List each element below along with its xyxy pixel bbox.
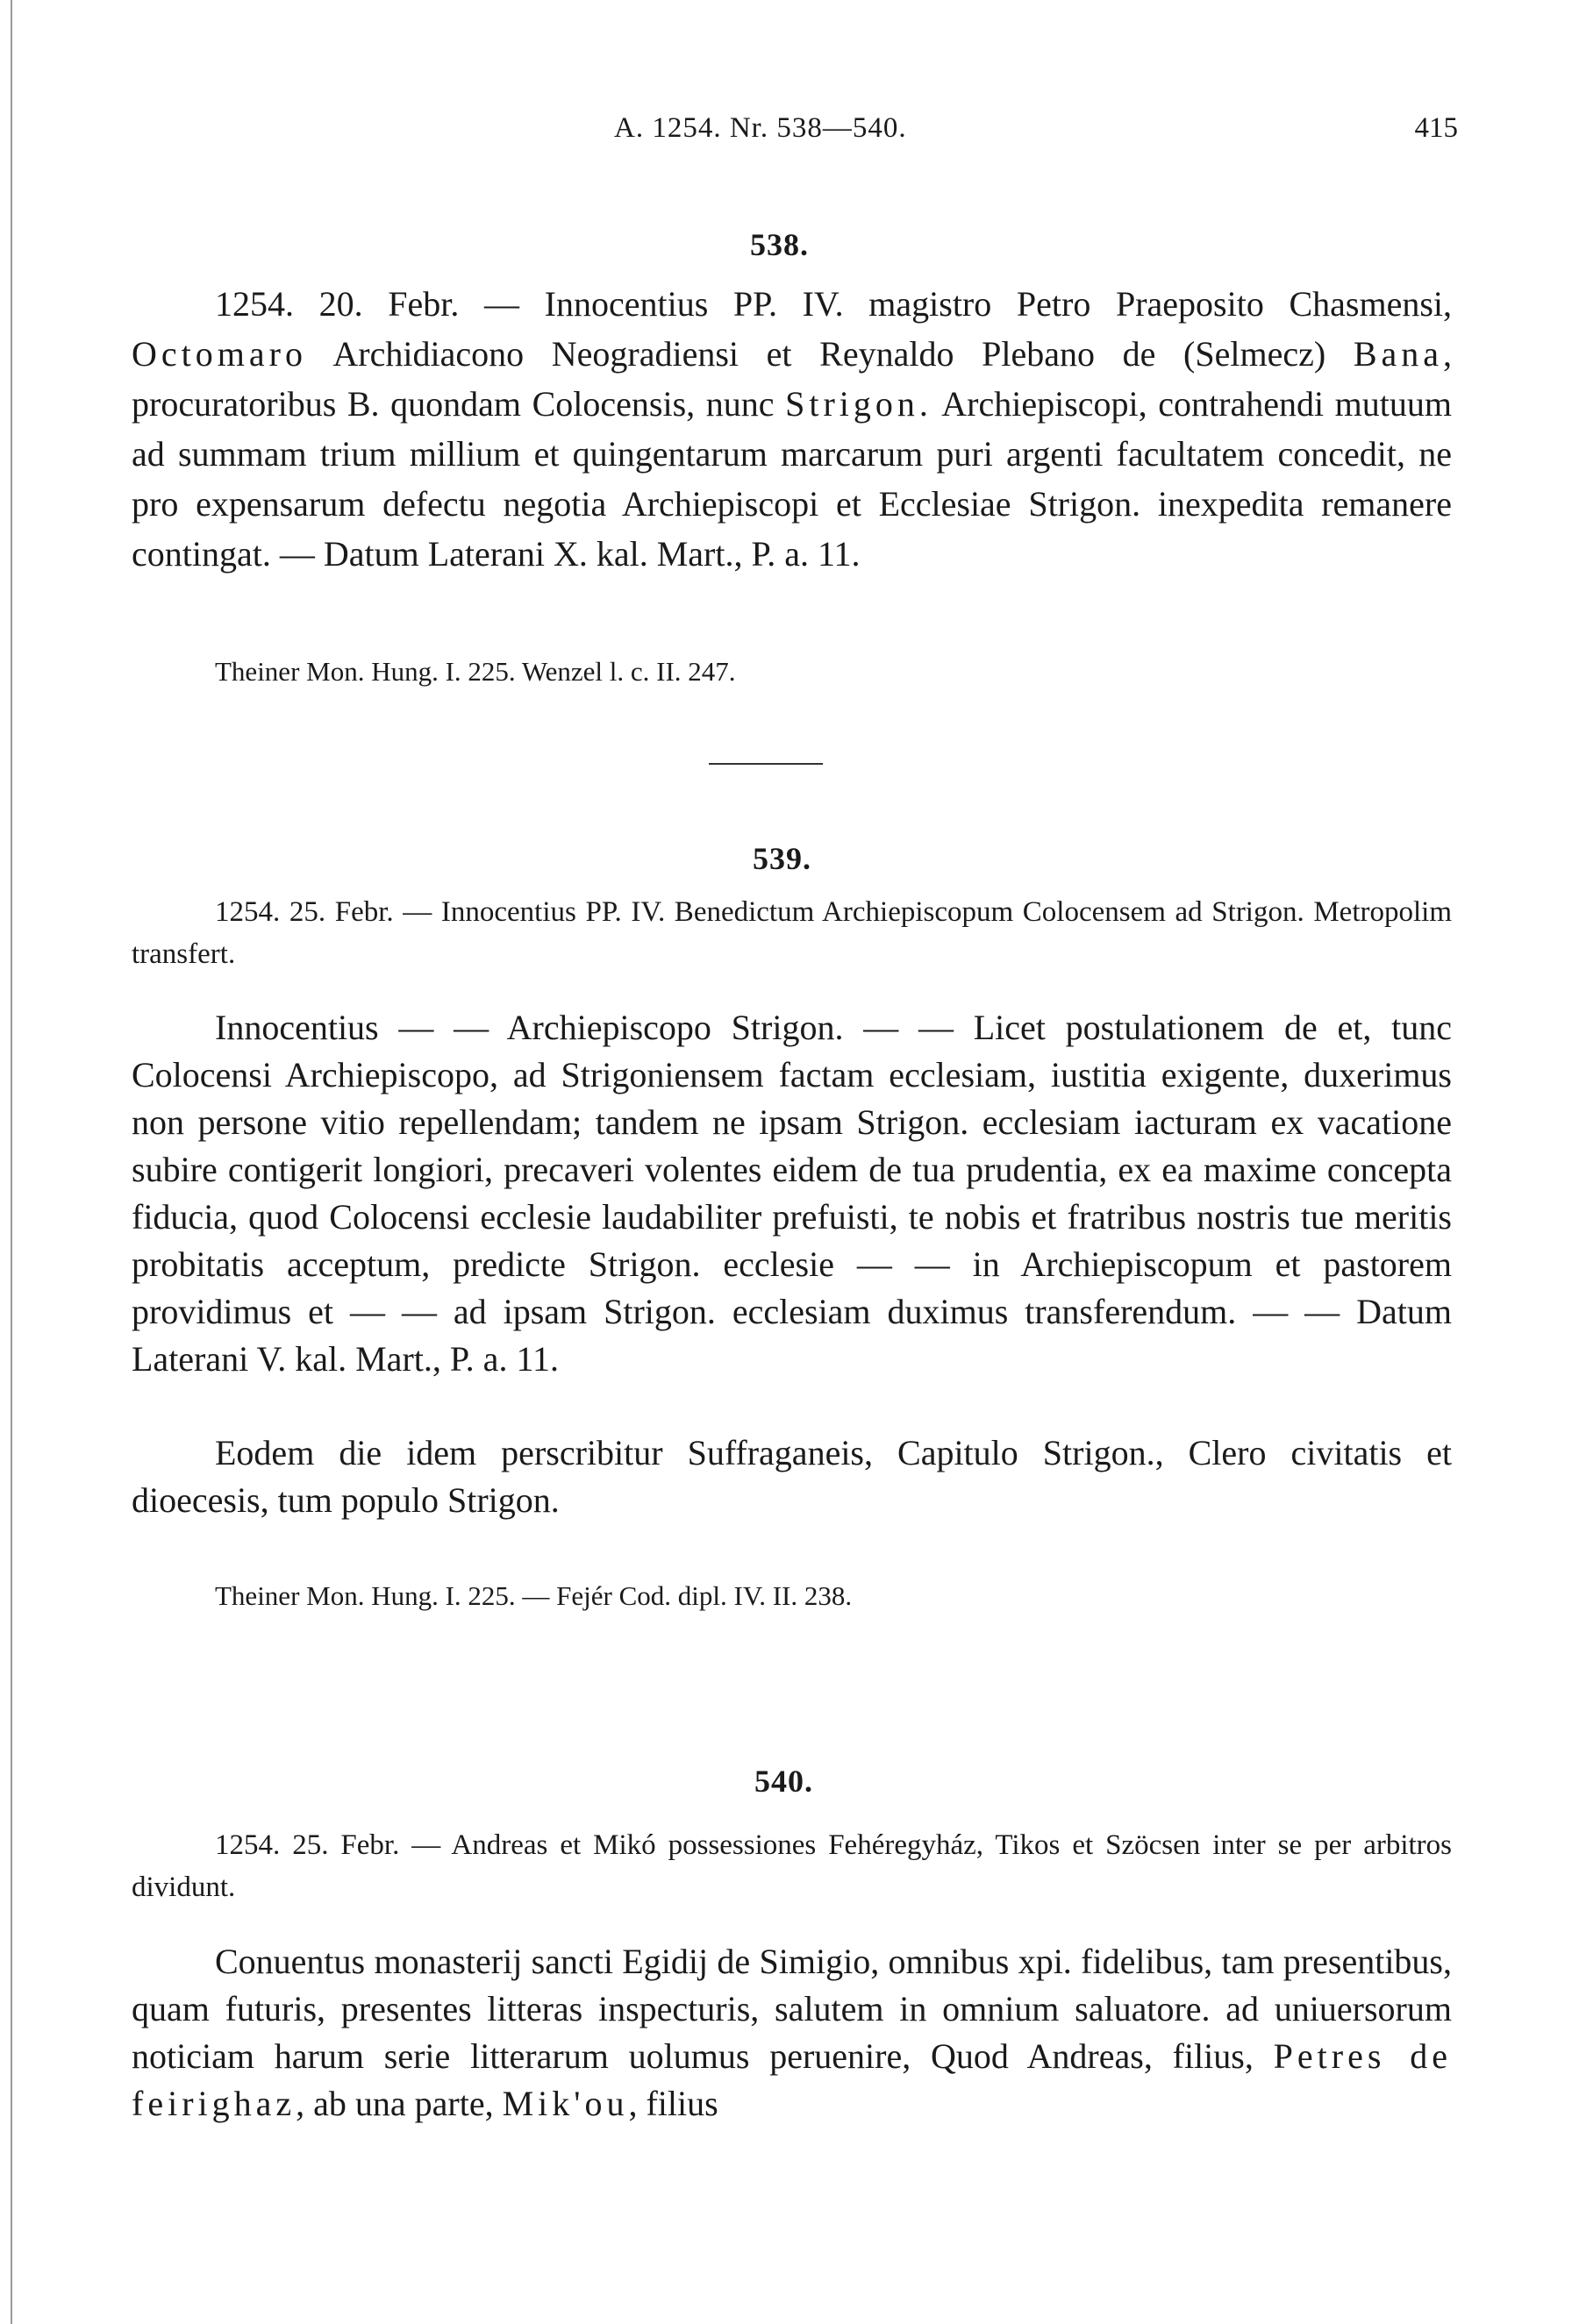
source-538: Theiner Mon. Hung. I. 225. Wenzel l. c. II. 247. — [215, 656, 736, 687]
regest-540: 1254. 25. Febr. — Andreas et Mikó possessiones Fehéregyház, Tikos et Szöcsen inter se per arbitros dividunt. — [132, 1829, 1452, 1903]
charter-text-539: Innocentius — — Archiepiscopo Strigon. — — Licet postulationem de et, tunc Colocensi Archiepiscopo, ad Strigoniensem factam ecclesiam, iustitia exigente, duxerimus non persone vitio repellendam; tandem ne ipsam Strigon. ecclesiam iacturam ex vacatione subire contigerit longiori, precaveri volentes eidem de tua prudentia, ex ea maxime concepta fiducia, quod Colocensi ecclesie laudabiliter prefuisti, te nobis et fratribus nostris tue meritis probitatis acceptum, predicte Strigon. ecclesie — — in Archiepiscopum et pastorem providimus et — — ad ipsam Strigon. ecclesiam duximus transferendum. — — Datum Laterani V. kal. Mart., P. a. 11. — [132, 1008, 1452, 1379]
page-number: 415 — [1414, 112, 1458, 144]
spaced-name-mikou: Mik'ou — [502, 2084, 629, 2123]
running-head: A. 1254. Nr. 538—540. — [614, 112, 907, 144]
regest-538-part: Archiepiscopi, contrahendi mutuum ad summam trium millium et quingentarum marcarum puri argenti facultatem concedit, ne pro expensarum defectu negotia Archiepiscopi et Ecclesiae Strigon. inexpedita remanere contingat. — Datum Laterani X. kal. Mart., P. a. 11. — [132, 384, 1452, 574]
spaced-name-petres: Petres de feirighaz — [132, 2036, 1452, 2123]
regest-538-part: , procuratoribus B. quondam Colocensis, nunc — [132, 334, 1452, 424]
scan-edge-line — [11, 0, 12, 2324]
document-number-540: 540. — [754, 1764, 813, 1799]
regest-538-part: Archidiacono Neogradiensi et Reynaldo Plebano de (Selmecz) — [306, 334, 1354, 374]
document-number-539: 539. — [753, 841, 811, 876]
charter-540-part: , ab una parte, — [296, 2084, 503, 2123]
spaced-name-bana: Bana — [1353, 334, 1443, 374]
source-539: Theiner Mon. Hung. I. 225. — Fejér Cod. dipl. IV. II. 238. — [215, 1580, 853, 1611]
note-539: Eodem die idem perscribitur Suffraganeis, Capitulo Strigon., Clero civitatis et dioecesis, tum populo Strigon. — [132, 1433, 1452, 1520]
charter-540-part: Conuentus monasterij sancti Egidij de Simigio, omnibus xpi. fidelibus, tam presentibus, quam futuris, presentes litteras inspecturis, salutem in omnium saluatore. ad uniuersorum noticiam harum serie litterarum uolumus peruenire, Quod Andreas, filius, — [132, 1942, 1452, 2076]
spaced-name-octomaro: Octomaro — [132, 334, 307, 374]
regest-538-part: 1254. 20. Febr. — Innocentius PP. IV. magistro Petro Praeposito Chasmensi, — [215, 284, 1452, 324]
charter-540-part: , filius — [628, 2084, 718, 2123]
charter-text-540 — [132, 1938, 1452, 2128]
section-divider — [709, 763, 823, 765]
spaced-name-strigon: Strigon. — [785, 384, 932, 424]
document-number-538: 538. — [750, 227, 809, 262]
regest-538 — [132, 279, 1452, 579]
regest-539: 1254. 25. Febr. — Innocentius PP. IV. Benedictum Archiepiscopum Colocensem ad Strigon. Metropolim transfert. — [132, 896, 1452, 970]
